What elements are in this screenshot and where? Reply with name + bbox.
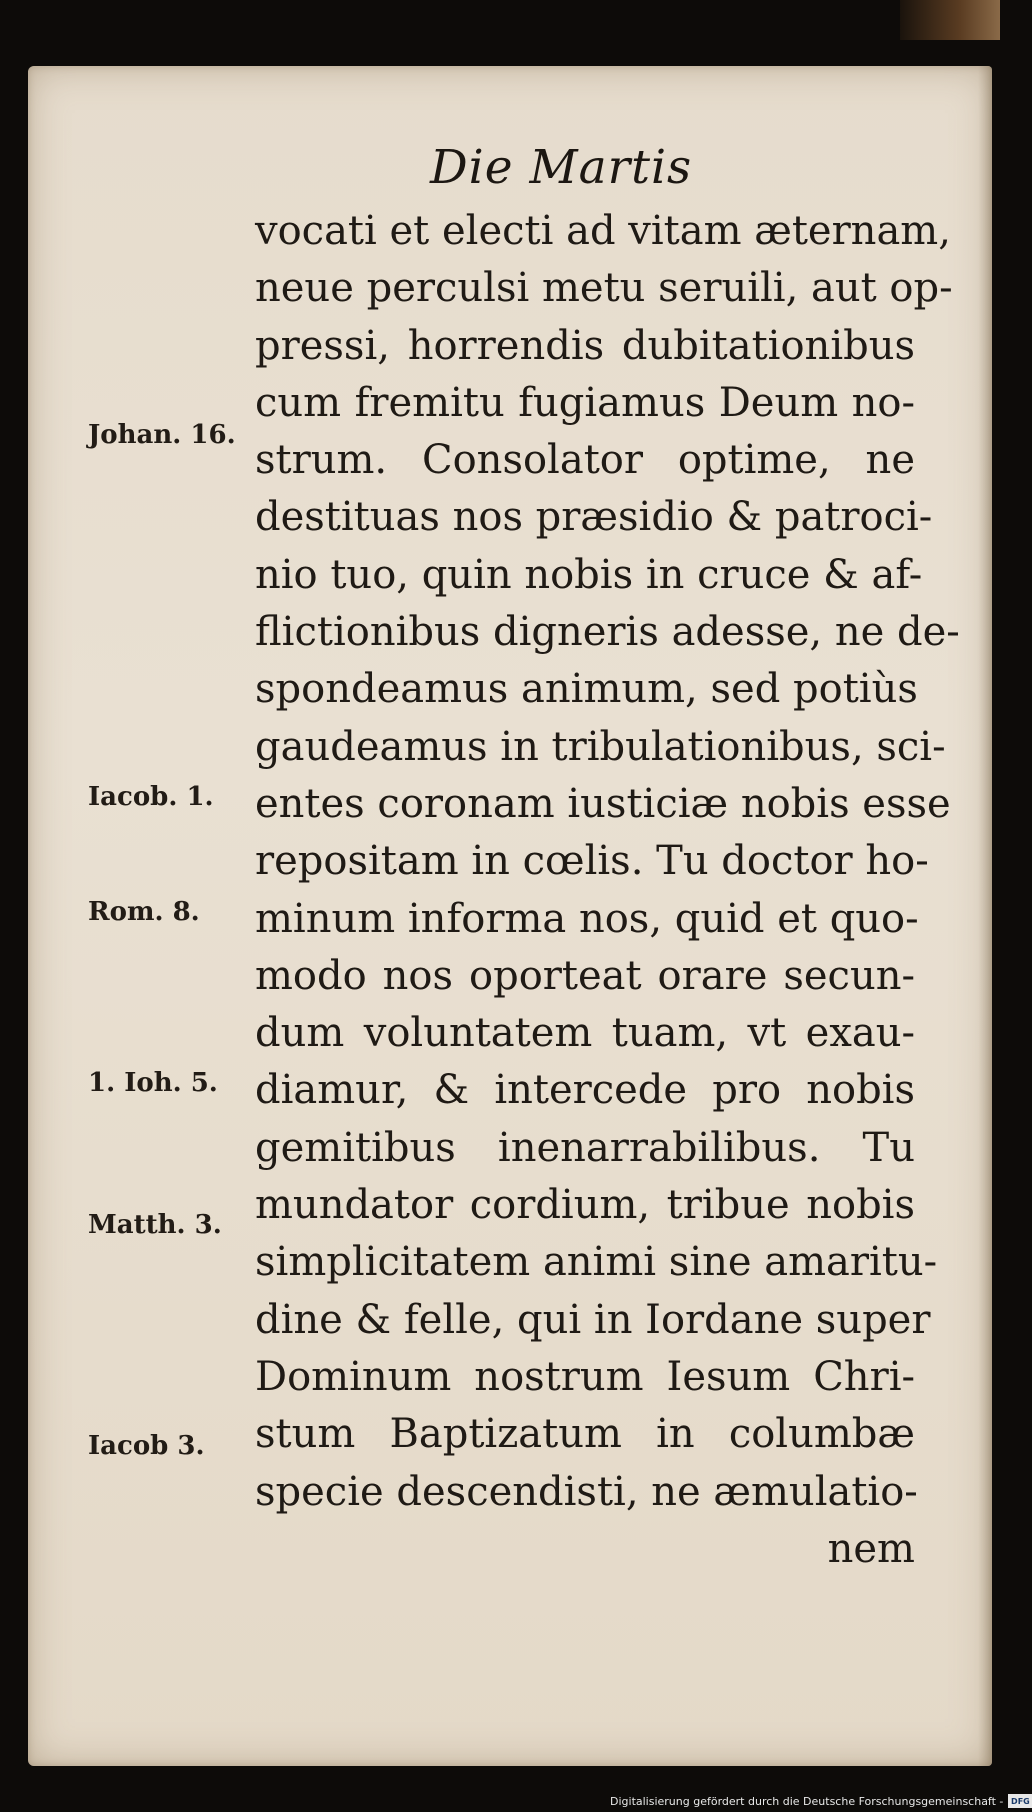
margin-note-rom: Rom. 8. xyxy=(88,897,200,927)
margin-note-johan: Johan. 16. xyxy=(88,420,236,450)
margin-note-iacob: Iacob. 1. xyxy=(88,782,214,812)
text-line: spondeamus animum, sed potiùs xyxy=(255,666,918,713)
text-line: Dominum nostrum Iesum Chri- xyxy=(255,1353,915,1400)
text-line: mundator cordium, tribue nobis xyxy=(255,1182,915,1229)
text-line: pressi, horrendis dubitationibus xyxy=(255,322,915,369)
dfg-logo-icon: DFG xyxy=(1008,1794,1032,1808)
text-line: dum voluntatem tuam, vt exau- xyxy=(255,1010,915,1057)
running-head: Die Martis xyxy=(430,140,693,195)
text-line: flictionibus digneris adesse, ne de- xyxy=(255,609,960,656)
catchword: nem xyxy=(827,1525,915,1572)
text-line: nio tuo, quin nobis in cruce & af- xyxy=(255,551,923,598)
text-line: vocati et electi ad vitam æternam, xyxy=(255,208,951,254)
page-edge-shadow xyxy=(978,66,992,1766)
text-line: entes coronam iusticiæ nobis esse xyxy=(255,780,951,827)
margin-note-matth: Matth. 3. xyxy=(88,1210,222,1240)
text-line: dine & felle, qui in Iordane super xyxy=(255,1296,931,1343)
text-line: simplicitatem animi sine amaritu- xyxy=(255,1239,938,1286)
book-spine-corner xyxy=(900,0,1000,40)
text-line: specie descendisti, ne æmulatio- xyxy=(255,1468,918,1515)
text-line: gaudeamus in tribulationibus, sci- xyxy=(255,723,946,770)
margin-note-ioh: 1. Ioh. 5. xyxy=(88,1068,218,1098)
footer-credit xyxy=(610,1792,1032,1810)
footer-text: Digitalisierung gefördert durch die Deutsche Forschungsgemeinschaft - xyxy=(610,1794,1004,1808)
text-line: stum Baptizatum in columbæ xyxy=(255,1411,915,1458)
text-line: strum. Consolator optime, ne xyxy=(255,437,915,484)
body-text xyxy=(255,203,960,1578)
text-line: modo nos oporteat orare secun- xyxy=(255,952,915,999)
text-line: diamur, & intercede pro nobis xyxy=(255,1067,915,1114)
text-line: destituas nos præsidio & patroci- xyxy=(255,494,933,541)
text-line: gemitibus inenarrabilibus. Tu xyxy=(255,1124,915,1171)
margin-note-iacob-3: Iacob 3. xyxy=(88,1431,205,1461)
text-line: neue perculsi metu seruili, aut op- xyxy=(255,265,953,312)
text-line: repositam in cœlis. Tu doctor ho- xyxy=(255,838,929,885)
text-line: cum fremitu fugiamus Deum no- xyxy=(255,379,915,426)
text-line: minum informa nos, quid et quo- xyxy=(255,895,919,942)
